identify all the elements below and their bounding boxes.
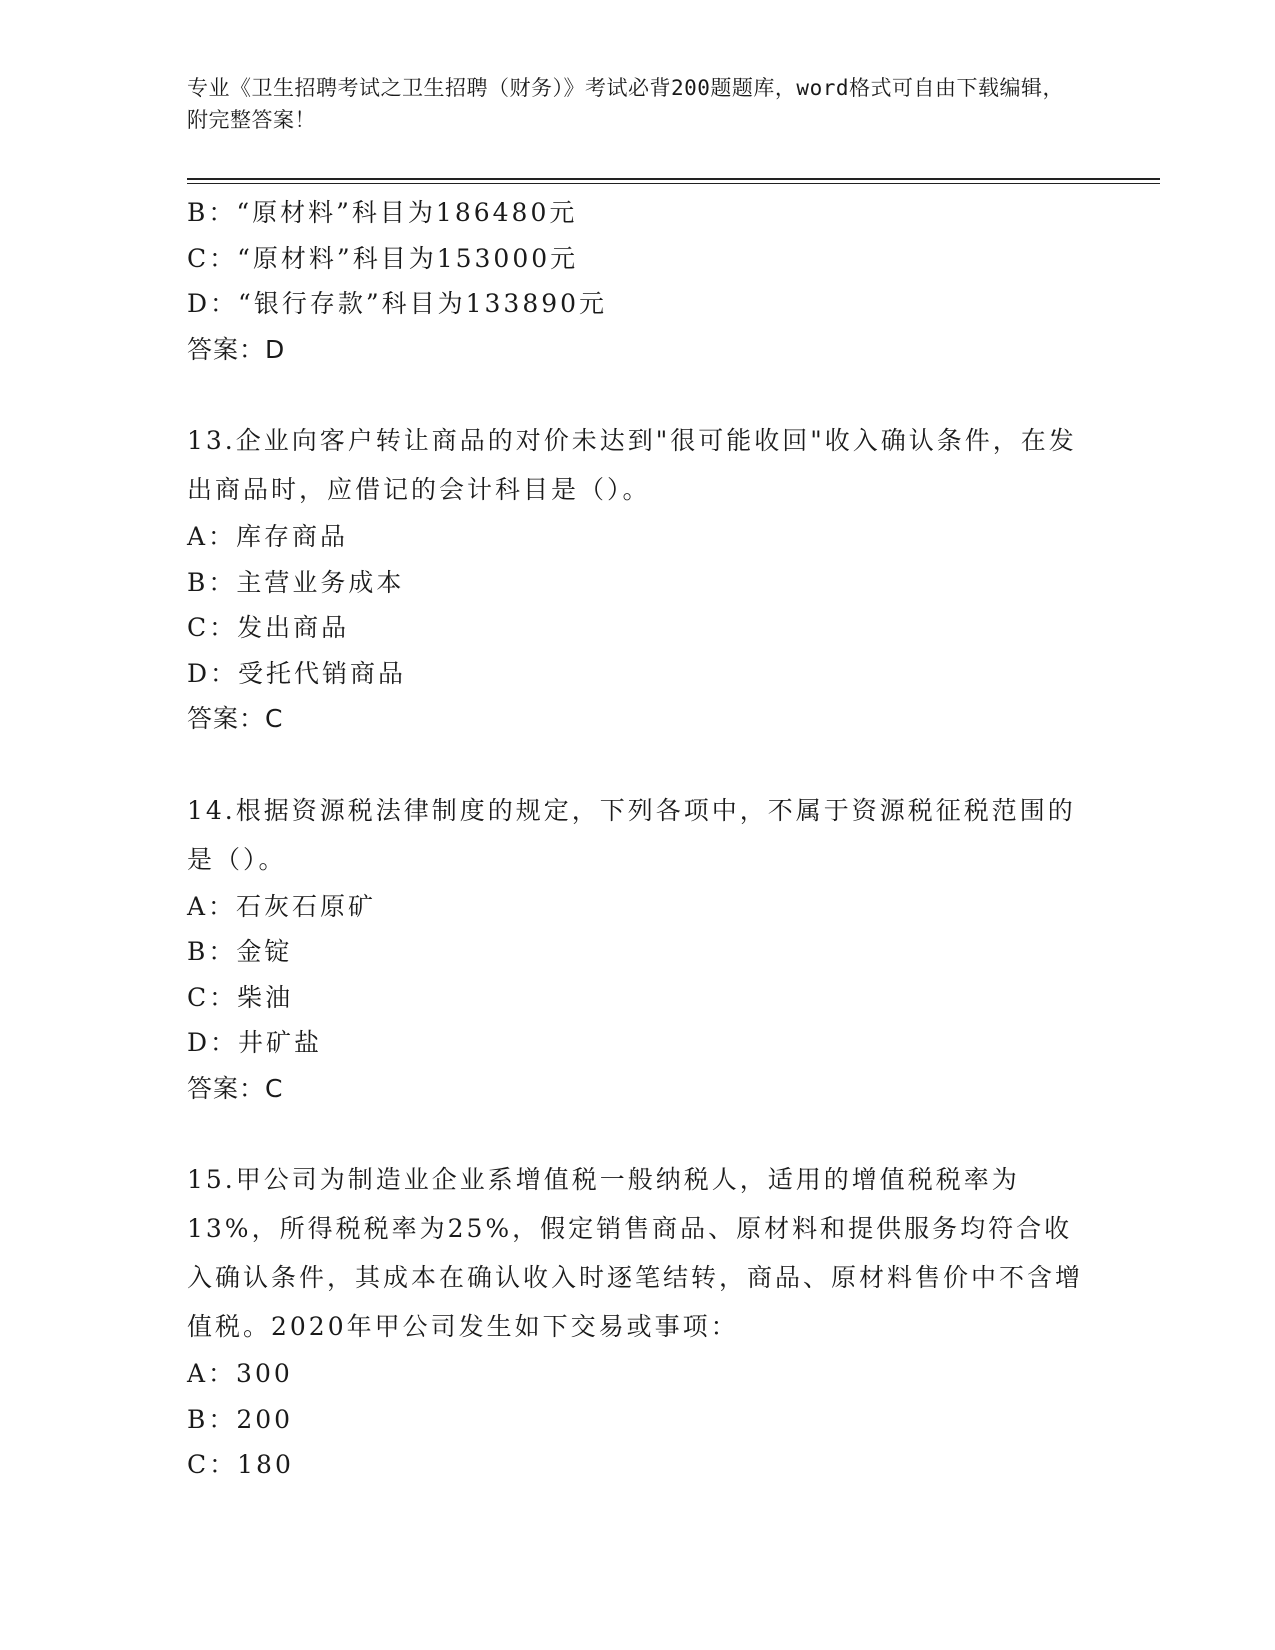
option-c: C：“原材料”科目为153000元	[187, 243, 579, 273]
header-divider-thin	[187, 183, 1160, 184]
question-13	[187, 416, 1087, 742]
question-12-continuation	[187, 190, 1087, 372]
answer-12: 答案：D	[187, 334, 286, 364]
document-header: 专业《卫生招聘考试之卫生招聘（财务）》考试必背200题题库，word格式可自由下载编辑，附完整答案！	[187, 76, 1064, 132]
header-divider-thick	[187, 178, 1160, 180]
option-c: C：180	[187, 1450, 294, 1479]
question-13-text: 13.企业向客户转让商品的对价未达到"很可能收回"收入确认条件，在发出商品时，应借记的会计科目是（）。	[187, 426, 1077, 504]
option-b: B：金锭	[187, 937, 293, 966]
option-c: C：柴油	[187, 982, 294, 1012]
answer-13: 答案：C	[187, 704, 284, 733]
question-15-text: 15.甲公司为制造业企业系增值税一般纳税人，适用的增值税税率为13%，所得税税率为25%，假定销售商品、原材料和提供服务均符合收入确认条件，其成本在确认收入时逐笔结转，商品、原材料售价中不含增值税。2020年甲公司发生如下交易或事项：	[187, 1165, 1084, 1341]
option-a: A：300	[187, 1359, 293, 1388]
question-14	[187, 786, 1087, 1112]
option-c: C：发出商品	[187, 613, 350, 642]
option-a: A：库存商品	[187, 522, 349, 551]
option-a: A：石灰石原矿	[187, 891, 377, 921]
question-14-text: 14.根据资源税法律制度的规定，下列各项中，不属于资源税征税范围的是（）。	[187, 795, 1076, 874]
option-b: B：200	[187, 1404, 294, 1434]
option-d: D：井矿盐	[187, 1028, 323, 1057]
option-d: D：受托代销商品	[187, 658, 407, 688]
option-d: D：“银行存款”科目为133890元	[187, 289, 608, 318]
question-list	[187, 190, 1087, 1488]
option-b: B：“原材料”科目为186480元	[187, 198, 578, 227]
question-15	[187, 1155, 1087, 1488]
option-b: B：主营业务成本	[187, 567, 405, 597]
answer-14: 答案：C	[187, 1073, 284, 1103]
